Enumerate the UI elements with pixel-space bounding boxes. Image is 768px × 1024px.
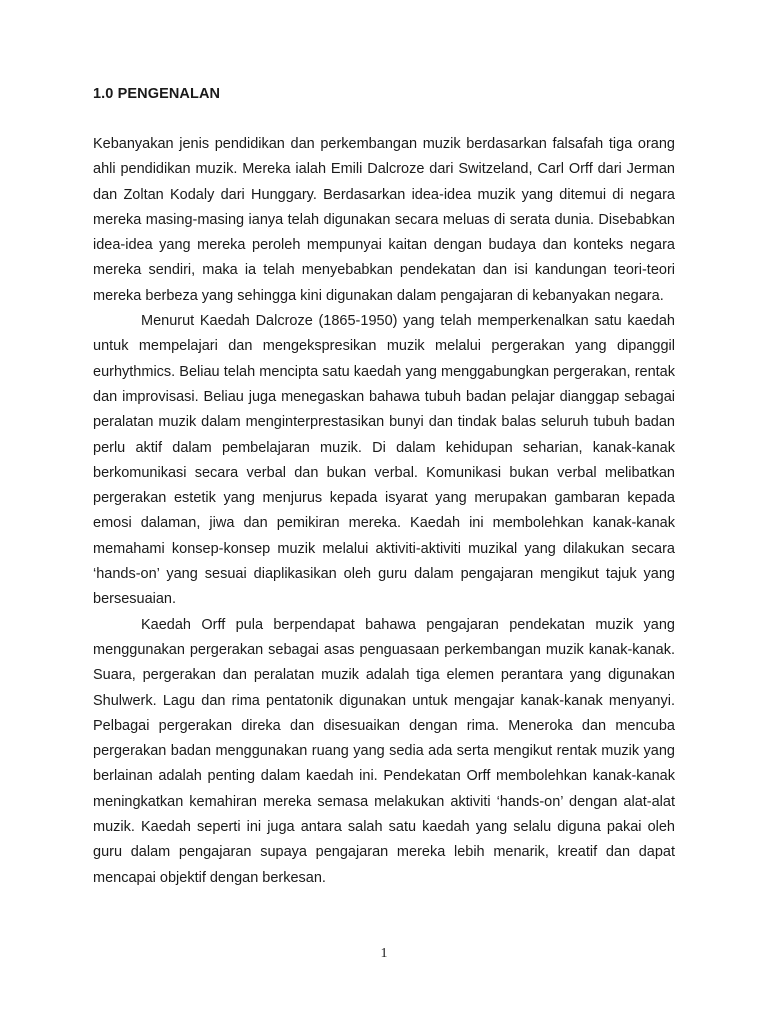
page-number: 1 (380, 946, 388, 961)
document-body (93, 132, 675, 891)
paragraph-intro: Kebanyakan jenis pendidikan dan perkembangan muzik berdasarkan falsafah tiga orang ahli pendidikan muzik. Mereka ialah Emili Dalcroze dari Switzeland, Carl Orff dari Jerman dan Zoltan Kodaly dari Hunggary. Berdasarkan idea-idea muzik yang ditemui di negara mereka masing-masing ianya telah digunakan secara meluas di serata dunia. Disebabkan idea-idea yang mereka peroleh mempunyai kaitan dengan budaya dan konteks negara mereka sendiri, maka ia telah menyebabkan pendekatan dan isi kandungan teori-teori mereka berbeza yang sehingga kini digunakan dalam pengajaran di kebanyakan negara. (93, 136, 675, 304)
section-heading: 1.0 PENGENALAN (93, 86, 221, 102)
paragraph-dalcroze: Menurut Kaedah Dalcroze (1865-1950) yang telah memperkenalkan satu kaedah untuk mempelajari dan mengekspresikan muzik melalui pergerakan yang dipanggil eurhythmics. Beliau telah mencipta satu kaedah yang menggabungkan pergerakan, rentak dan improvisasi. Beliau juga menegaskan bahawa tubuh badan pelajar dianggap sebagai peralatan muzik dalam menginterprestasikan bunyi dan tindak balas seluruh tubuh badan perlu aktif dalam pembelajaran muzik. Di dalam kehidupan seharian, kanak-kanak berkomunikasi secara verbal dan bukan verbal. Komunikasi bukan verbal melibatkan pergerakan estetik yang menjurus kepada isyarat yang merupakan gambaran kepada emosi dalaman, jiwa dan pemikiran mereka. Kaedah ini membolehkan kanak-kanak memahami konsep-konsep muzik melalui aktiviti-aktiviti muzikal yang dilakukan secara ‘hands-on’ yang sesuai diaplikasikan oleh guru dalam pengajaran mengikut tajuk yang bersesuaian. (93, 313, 675, 608)
paragraph-orff: Kaedah Orff pula berpendapat bahawa pengajaran pendekatan muzik yang menggunakan pergerakan sebagai asas penguasaan perkembangan muzik kanak-kanak. Suara, pergerakan dan peralatan muzik adalah tiga elemen perantara yang digunakan Shulwerk. Lagu dan rima pentatonik digunakan untuk mengajar kanak-kanak menyanyi. Pelbagai pergerakan direka dan disesuaikan dengan rima. Meneroka dan mencuba pergerakan badan menggunakan ruang yang sedia ada serta mengikut rentak muzik yang berlainan adalah penting dalam kaedah ini. Pendekatan Orff membolehkan kanak-kanak meningkatkan kemahiran mereka semasa melakukan aktiviti ‘hands-on’ dengan alat-alat muzik. Kaedah seperti ini juga antara salah satu kaedah yang selalu diguna pakai oleh guru dalam pengajaran supaya pengajaran mereka lebih menarik, kreatif dan dapat mencapai objektif dengan berkesan. (93, 616, 675, 886)
